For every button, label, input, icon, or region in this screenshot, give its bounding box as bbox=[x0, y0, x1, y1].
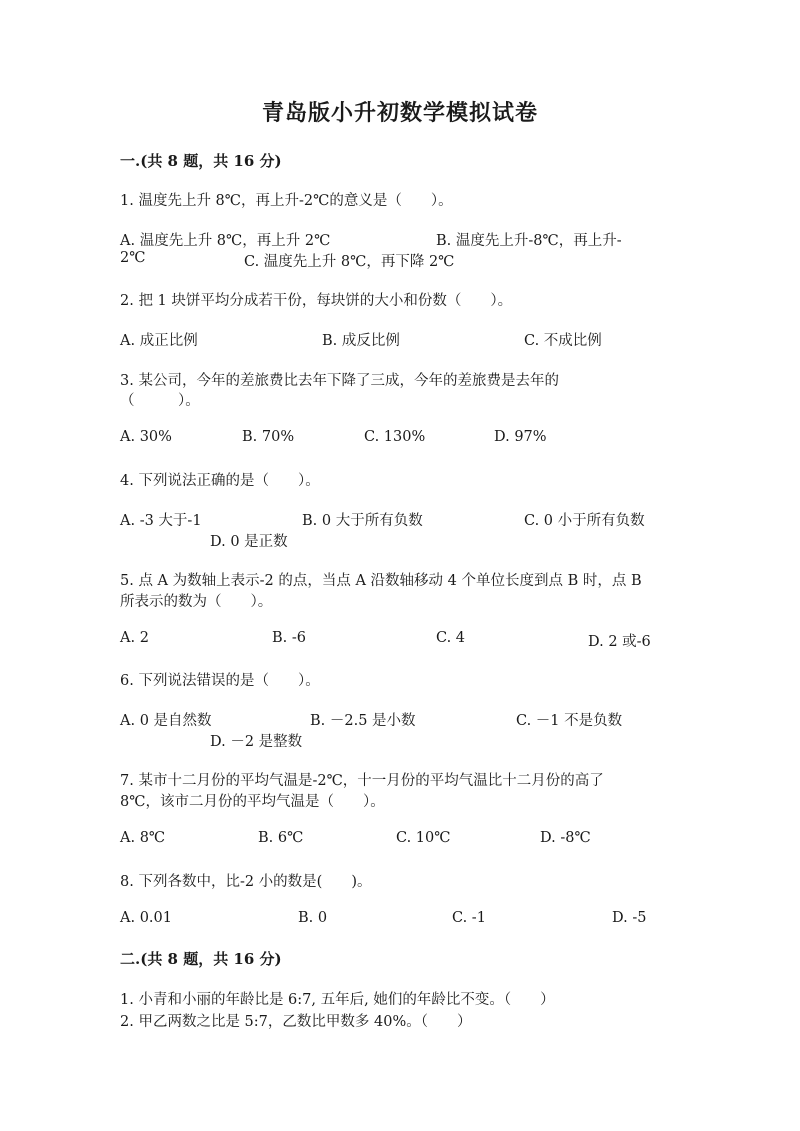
question-5-continued: 所表示的数为（ ）。 bbox=[120, 594, 273, 610]
q8-option-d: D. -5 bbox=[612, 910, 647, 926]
question-3-continued: （ ）。 bbox=[120, 393, 200, 409]
question-8: 8. 下列各数中，比-2 小的数是( )。 bbox=[120, 874, 372, 890]
q7-option-d: D. -8℃ bbox=[540, 830, 591, 846]
q5-option-b: B. -6 bbox=[272, 630, 306, 646]
q4-option-d: D. 0 是正数 bbox=[210, 534, 288, 550]
question-2: 2. 把 1 块饼平均分成若干份，每块饼的大小和份数（ ）。 bbox=[120, 293, 513, 309]
q6-option-d: D. －2 是整数 bbox=[210, 734, 303, 750]
q4-option-c: C. 0 小于所有负数 bbox=[524, 513, 645, 529]
q3-option-a: A. 30% bbox=[120, 429, 172, 445]
q2-option-a: A. 成正比例 bbox=[120, 333, 198, 349]
q4-option-a: A. -3 大于-1 bbox=[120, 513, 202, 529]
q5-option-a: A. 2 bbox=[120, 630, 149, 646]
q5-option-c: C. 4 bbox=[436, 630, 466, 646]
question-1: 1. 温度先上升 8℃，再上升-2℃的意义是（ ）。 bbox=[120, 193, 453, 209]
q5-option-d: D. 2 或-6 bbox=[588, 634, 651, 650]
question-7-continued: 8℃，该市二月份的平均气温是（ ）。 bbox=[120, 794, 385, 810]
q1-option-a: A. 温度先上升 8℃，再上升 2℃ bbox=[120, 233, 331, 249]
q1-option-c: C. 温度先上升 8℃，再下降 2℃ bbox=[244, 254, 455, 270]
q7-option-b: B. 6℃ bbox=[258, 830, 304, 846]
q7-option-c: C. 10℃ bbox=[396, 830, 451, 846]
q2-option-c: C. 不成比例 bbox=[524, 333, 602, 349]
q8-option-b: B. 0 bbox=[298, 910, 328, 926]
section-2-question-2: 2. 甲乙两数之比是 5:7，乙数比甲数多 40%。（ ） bbox=[120, 1014, 472, 1030]
q3-option-b: B. 70% bbox=[242, 429, 295, 445]
q4-option-b: B. 0 大于所有负数 bbox=[302, 513, 423, 529]
question-7: 7. 某市十二月份的平均气温是-2℃，十一月份的平均气温比十二月份的高了 bbox=[120, 773, 604, 789]
q1-option-b: B. 温度先上升-8℃，再上升- bbox=[436, 233, 622, 249]
q2-option-b: B. 成反比例 bbox=[322, 333, 400, 349]
question-6: 6. 下列说法错误的是（ ）。 bbox=[120, 673, 320, 689]
q6-option-a: A. 0 是自然数 bbox=[120, 713, 212, 729]
question-5: 5. 点 A 为数轴上表示-2 的点，当点 A 沿数轴移动 4 个单位长度到点 B 时，点 B bbox=[120, 573, 642, 589]
question-4: 4. 下列说法正确的是（ ）。 bbox=[120, 473, 320, 489]
section-2-header: 二.(共 8 题，共 16 分) bbox=[120, 950, 282, 968]
q1-option-b-continued: 2℃ bbox=[120, 250, 146, 266]
q8-option-c: C. -1 bbox=[452, 910, 486, 926]
q6-option-b: B. －2.5 是小数 bbox=[310, 713, 416, 729]
section-2-question-1: 1. 小青和小丽的年龄比是 6:7, 五年后, 她们的年龄比不变。（ ） bbox=[120, 992, 555, 1008]
section-1-header: 一.(共 8 题，共 16 分) bbox=[120, 152, 282, 170]
q3-option-c: C. 130% bbox=[364, 429, 426, 445]
q8-option-a: A. 0.01 bbox=[120, 910, 172, 926]
q7-option-a: A. 8℃ bbox=[120, 830, 166, 846]
q3-option-d: D. 97% bbox=[494, 429, 547, 445]
page-title: 青岛版小升初数学模拟试卷 bbox=[261, 100, 538, 126]
q6-option-c: C. －1 不是负数 bbox=[516, 713, 623, 729]
question-3: 3. 某公司，今年的差旅费比去年下降了三成，今年的差旅费是去年的 bbox=[120, 373, 559, 389]
